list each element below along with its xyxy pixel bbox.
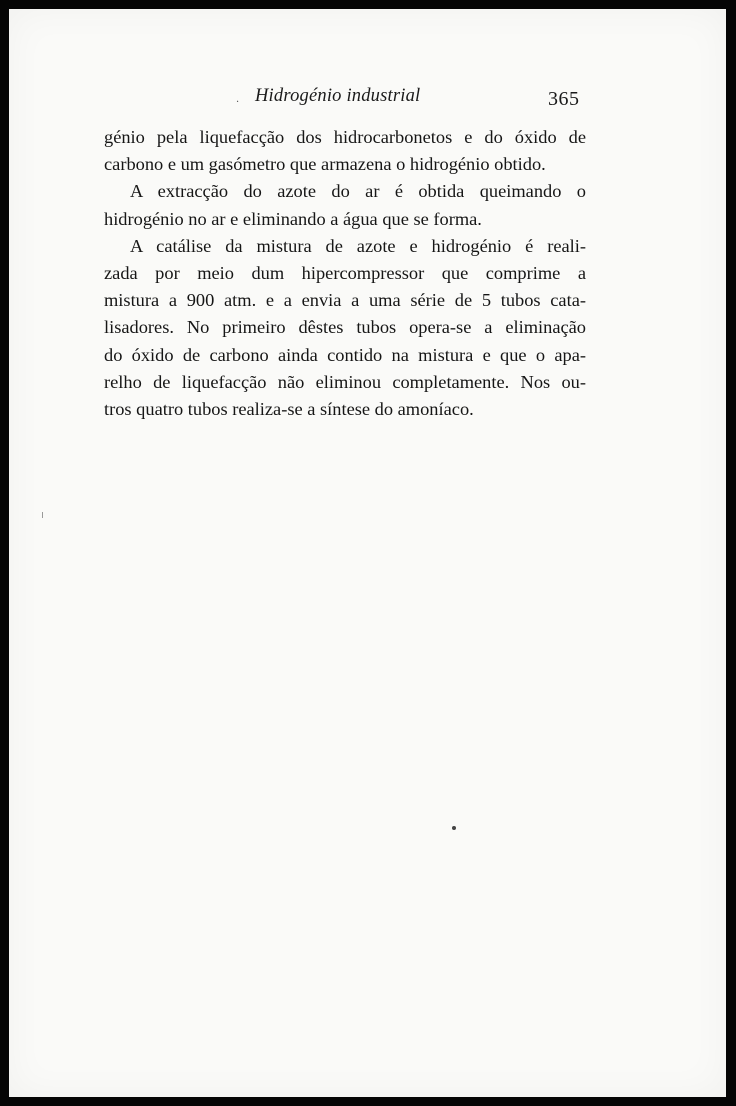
text-line: hidrogénio no ar e eliminando a água que se forma. [104,208,482,229]
text-line: do óxido de carbono ainda contido na mistura e que o apa- [104,344,586,365]
text-line: A catálise da mistura de azote e hidrogénio é reali- [130,235,586,256]
text-line: tros quatro tubos realiza-se a síntese do amoníaco. [104,398,474,419]
text-line: A extracção do azote do ar é obtida queimando o [130,181,586,202]
text-line: génio pela liquefacção dos hidrocarbonetos e do óxido de [104,127,586,147]
page-number: 365 [548,88,580,110]
book-page [9,9,726,1097]
paper-speck [42,512,43,518]
text-line: lisadores. No primeiro dêstes tubos opera-se a eliminação [104,317,586,338]
text-line: relho de liquefacção não eliminou completamente. Nos ou- [104,371,586,392]
body-text [104,124,586,423]
running-head-title: Hidrogénio industrial [255,86,421,106]
printer-mark: · [236,97,240,108]
running-head [9,9,726,110]
text-line: carbono e um gasómetro que armazena o hidrogénio obtido. [104,154,546,175]
text-line: zada por meio dum hipercompressor que comprime a [104,262,586,283]
paper-speck [452,826,456,830]
text-line: mistura a 900 atm. e a envia a uma série de 5 tubos cata- [104,290,586,311]
